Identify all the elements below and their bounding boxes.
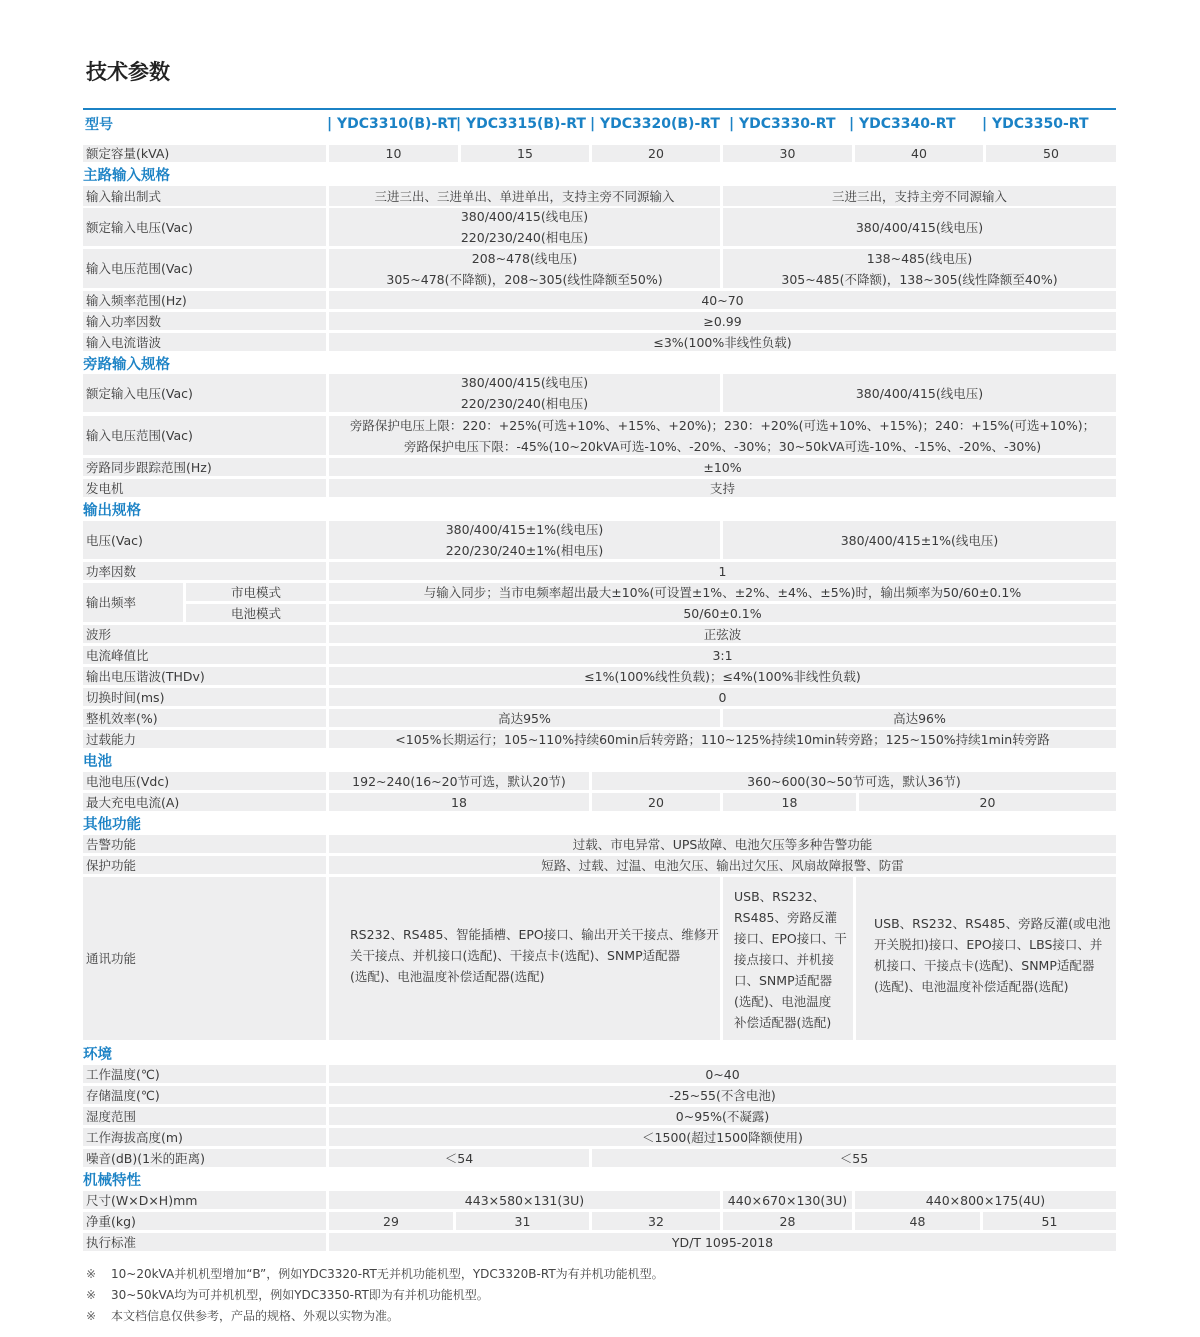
comm-text: 接点接口、并机接 <box>734 952 835 967</box>
footnotes <box>86 1264 664 1327</box>
sub-label <box>186 583 326 601</box>
value-cell <box>329 208 720 246</box>
row-label-text: 切换时间(ms) <box>86 689 165 705</box>
value-cell <box>329 835 1116 853</box>
value-text: 29 <box>383 1213 399 1229</box>
value-cell <box>329 772 589 790</box>
value-text: 三进三出，支持主旁不同源输入 <box>831 188 1007 204</box>
value-text: 50/60±0.1% <box>683 605 762 621</box>
row-label-text: 过载能力 <box>86 731 137 747</box>
value-text: ≤1%(100%线性负载)；≤4%(100%非线性负载) <box>584 668 861 684</box>
value-text: 0~40 <box>705 1066 740 1082</box>
row-label <box>83 333 326 351</box>
row-label-text: 输出频率 <box>86 595 137 610</box>
value-text: 443×580×131(3U) <box>464 1192 585 1208</box>
value-text: 138~485(线电压) <box>866 250 973 266</box>
model-column-header: | YDC3315(B)-RT <box>456 116 586 132</box>
row-label-text: 额定容量(kVA) <box>86 146 170 161</box>
value-cell <box>855 1191 1116 1209</box>
note-text: 10~20kVA并机机型增加“B”，例如YDC3320-RT无并机功能机型，YDC3320B-RT为有并机功能机型。 <box>111 1267 664 1281</box>
value-text: 40 <box>911 146 927 161</box>
value-cell <box>329 1191 720 1209</box>
note-mark: ※ <box>86 1267 97 1281</box>
value-cell <box>329 1065 1116 1083</box>
value-text: 208~478(线电压) <box>471 250 578 266</box>
row-label-text: 整机效率(%) <box>86 710 158 726</box>
value-text: ±10% <box>703 459 742 475</box>
value-cell <box>329 249 720 288</box>
comm-text: RS232、RS485、智能插槽、EPO接口、输出开关干接点、维修开 <box>350 927 719 942</box>
comm-text: (选配)、电池温度补偿适配器(选配) <box>350 969 545 984</box>
note-text: 30~50kVA均为可并机机型，例如YDC3350-RT即为有并机功能机型。 <box>111 1288 489 1302</box>
value-cell <box>329 374 720 412</box>
value-cell <box>329 667 1116 685</box>
comm-text: 关干接点、并机接口(选配)、干接点卡(选配)、SNMP适配器 <box>350 948 681 963</box>
value-text: 220/230/240(相电压) <box>460 230 589 245</box>
value-text: 三进三出、三进单出、单进单出，支持主旁不同源输入 <box>374 188 675 204</box>
row-label <box>83 625 326 643</box>
value-text: 380/400/415±1%(线电压) <box>840 532 999 548</box>
value-cell <box>456 1212 589 1230</box>
row-label-text: 净重(kg) <box>86 1213 136 1229</box>
row-label-text: 湿度范围 <box>86 1108 137 1124</box>
value-text: YD/T 1095-2018 <box>671 1234 774 1250</box>
row-label <box>83 730 326 748</box>
value-text: <105%长期运行；105~110%持续60min后转旁路；110~125%持续10min转旁路；125~150%持续1min转旁路 <box>395 731 1050 747</box>
section-title: 机械特性 <box>83 1173 141 1189</box>
row-label <box>83 1107 326 1125</box>
comm-text: (选配)、电池温度补偿适配器(选配) <box>874 979 1069 994</box>
model-column-header: | YDC3310(B)-RT <box>327 116 457 132</box>
value-cell <box>461 145 589 162</box>
comm-text: 补偿适配器(选配) <box>734 1015 832 1030</box>
value-cell <box>859 793 1116 811</box>
row-label-text: 保护功能 <box>86 857 137 873</box>
value-text: 20 <box>648 794 664 810</box>
row-label-text: 电压(Vac) <box>86 532 143 548</box>
row-label-text: 输入电压范围(Vac) <box>86 428 193 443</box>
row-label-text: 工作温度(℃) <box>86 1066 160 1082</box>
value-text: 旁路保护电压下限：-45%(10~20kVA可选-10%、-20%、-30%；30~50kVA可选-10%、-15%、-20%、-30%) <box>403 438 1042 454</box>
comm-cell <box>723 877 853 1040</box>
row-label-text: 告警功能 <box>86 836 137 852</box>
value-text: 18 <box>451 794 467 810</box>
model-column-header: | YDC3350-RT <box>982 116 1089 132</box>
row-label <box>83 667 326 685</box>
value-cell <box>329 856 1116 874</box>
value-cell <box>723 1191 852 1209</box>
page-title: 技术参数 <box>86 60 170 84</box>
value-text: 50 <box>1043 146 1059 161</box>
sub-label-text: 市电模式 <box>230 584 281 600</box>
value-text: 360~600(30~50节可选，默认36节) <box>747 773 961 789</box>
value-text: 380/400/415(线电压) <box>855 385 984 401</box>
comm-text: 接口、EPO接口、干 <box>734 931 847 946</box>
model-column-header: | YDC3320(B)-RT <box>590 116 720 132</box>
value-text: 1 <box>718 563 727 579</box>
row-label <box>83 646 326 664</box>
section-title: 输出规格 <box>83 503 141 519</box>
row-label-text: 通讯功能 <box>86 951 137 966</box>
value-cell <box>329 1086 1116 1104</box>
value-text: 48 <box>909 1213 926 1229</box>
value-text: 0 <box>718 689 727 705</box>
value-cell <box>723 1212 852 1230</box>
value-cell <box>329 709 720 727</box>
value-text: -25~55(不含电池) <box>669 1087 776 1103</box>
value-cell <box>592 145 720 162</box>
value-text: 220/230/240(相电压) <box>460 396 589 411</box>
comm-text: USB、RS232、RS485、旁路反灌(或电池 <box>874 916 1111 931</box>
value-text: 305~485(不降额)，138~305(线性降额至40%) <box>781 271 1058 287</box>
row-label-text: 尺寸(W×D×H)mm <box>86 1192 198 1208</box>
value-cell <box>592 1149 1116 1167</box>
value-text: 30 <box>779 146 796 161</box>
row-label <box>83 562 326 580</box>
value-cell <box>723 709 1116 727</box>
value-cell <box>592 772 1116 790</box>
value-text: 192~240(16~20节可选，默认20节) <box>352 773 566 789</box>
row-label-text: 波形 <box>86 626 112 642</box>
row-label-text: 最大充电电流(A) <box>86 794 180 810</box>
value-cell <box>329 521 720 559</box>
value-text: 旁路保护电压上限：220：+25%(可选+10%、+15%、+20%)；230：+20%(可选+10%、+15%)；240：+15%(可选+10%)； <box>349 417 1096 433</box>
row-label <box>83 312 326 330</box>
value-text: ＜54 <box>444 1150 474 1166</box>
row-label <box>83 208 326 246</box>
row-label-text: 存储温度(℃) <box>86 1087 160 1103</box>
value-cell <box>723 374 1116 412</box>
value-cell <box>329 625 1116 643</box>
comm-cell <box>856 877 1116 1040</box>
footnote <box>86 1264 664 1285</box>
row-label <box>83 835 326 853</box>
row-label <box>83 186 326 206</box>
row-label <box>83 856 326 874</box>
model-column-header: | YDC3340-RT <box>849 116 956 132</box>
value-cell <box>592 1212 720 1230</box>
value-cell <box>855 145 983 162</box>
row-label-text: 电流峰值比 <box>86 647 149 663</box>
comm-text: RS485、旁路反灌 <box>734 910 837 925</box>
value-text: 51 <box>1041 1213 1058 1229</box>
value-cell <box>723 249 1116 288</box>
section-title: 电池 <box>83 754 112 770</box>
value-text: 短路、过载、过温、电池欠压、输出过欠压、风扇故障报警、防雷 <box>541 857 904 873</box>
section-title: 主路输入规格 <box>83 168 170 184</box>
row-label-text: 功率因数 <box>86 563 137 579</box>
value-text: 220/230/240±1%(相电压) <box>445 543 604 558</box>
row-label-text: 输出电压谐波(THDv) <box>86 668 205 684</box>
value-text: ≤3%(100%非线性负载) <box>653 334 792 350</box>
row-label <box>83 1212 326 1230</box>
note-text: 本文档信息仅供参考，产品的规格、外观以实物为准。 <box>111 1309 400 1323</box>
value-cell <box>855 1212 980 1230</box>
value-text: 18 <box>781 794 798 810</box>
model-column-header: | YDC3330-RT <box>729 116 836 132</box>
value-text: 支持 <box>709 480 735 496</box>
row-label-text: 输入频率范围(Hz) <box>86 292 187 308</box>
row-label-text: 输入功率因数 <box>86 313 162 329</box>
row-label <box>83 1233 326 1251</box>
section-title: 旁路输入规格 <box>83 357 170 373</box>
value-text: 32 <box>648 1213 664 1229</box>
value-cell <box>329 1233 1116 1251</box>
comm-text: (选配)、电池温度 <box>734 994 832 1009</box>
row-label <box>83 291 326 309</box>
value-text: 28 <box>779 1213 796 1229</box>
value-text: 20 <box>979 794 996 810</box>
value-text: 高达95% <box>498 710 551 726</box>
row-label <box>83 458 326 476</box>
value-cell <box>983 1212 1116 1230</box>
value-cell <box>329 333 1116 351</box>
value-cell <box>329 1107 1116 1125</box>
row-label <box>83 688 326 706</box>
value-cell <box>329 688 1116 706</box>
row-label <box>83 479 326 497</box>
value-text: 高达96% <box>893 710 946 726</box>
value-text: 380/400/415±1%(线电压) <box>445 522 604 537</box>
sub-label-text: 电池模式 <box>230 605 281 621</box>
section-title: 环境 <box>83 1047 112 1063</box>
value-cell <box>329 604 1116 622</box>
value-text: ＜1500(超过1500降额使用) <box>642 1129 803 1145</box>
row-label-text: 输入输出制式 <box>86 188 162 204</box>
value-cell <box>329 793 589 811</box>
value-cell <box>329 1212 453 1230</box>
value-text: 10 <box>385 146 402 161</box>
comm-text: 开关脱扣)接口、EPO接口、LBS接口、并 <box>874 937 1103 952</box>
value-cell <box>329 458 1116 476</box>
value-cell <box>986 145 1116 162</box>
row-label <box>83 1128 326 1146</box>
row-label-text: 输入电压范围(Vac) <box>86 261 193 276</box>
sub-label <box>186 604 326 622</box>
value-text: 20 <box>648 146 664 161</box>
row-label <box>83 877 326 1040</box>
value-text: 380/400/415(线电压) <box>460 209 589 224</box>
value-text: ＜55 <box>839 1150 869 1166</box>
value-text: 0~95%(不凝露) <box>675 1108 770 1124</box>
value-cell <box>329 416 1116 455</box>
value-cell <box>329 1149 589 1167</box>
section-title: 其他功能 <box>83 817 141 833</box>
comm-text: 口、SNMP适配器 <box>734 973 833 988</box>
row-label-text: 执行标准 <box>86 1234 137 1250</box>
value-cell <box>723 793 856 811</box>
row-label-text: 额定输入电压(Vac) <box>86 385 193 401</box>
row-label-text: 额定输入电压(Vac) <box>86 219 193 235</box>
row-label <box>83 1191 326 1209</box>
row-label-text: 发电机 <box>86 480 124 496</box>
row-label <box>83 583 183 622</box>
value-cell <box>329 291 1116 309</box>
value-text: 380/400/415(线电压) <box>855 219 984 235</box>
value-cell <box>723 521 1116 559</box>
value-cell <box>329 1128 1116 1146</box>
comm-cell <box>329 877 720 1040</box>
value-cell <box>329 479 1116 497</box>
row-label <box>83 521 326 559</box>
row-label <box>83 374 326 412</box>
spec-table <box>83 108 1116 1252</box>
value-cell <box>329 312 1116 330</box>
value-text: 440×670×130(3U) <box>727 1192 848 1208</box>
row-label <box>83 709 326 727</box>
value-text: 440×800×175(4U) <box>925 1192 1046 1208</box>
value-cell <box>723 186 1116 206</box>
value-text: ≥0.99 <box>703 313 742 329</box>
value-text: 正弦波 <box>703 626 742 642</box>
comm-text: USB、RS232、 <box>734 889 826 904</box>
value-text: 305~478(不降额)，208~305(线性降额至50%) <box>386 271 663 287</box>
value-cell <box>329 583 1116 601</box>
row-label <box>83 1149 326 1167</box>
value-text: 过载、市电异常、UPS故障、电池欠压等多种告警功能 <box>572 836 873 852</box>
value-text: 31 <box>514 1213 531 1229</box>
value-cell <box>723 145 852 162</box>
row-label-text: 工作海拔高度(m) <box>86 1129 183 1145</box>
value-text: 15 <box>517 146 533 161</box>
value-cell <box>592 793 720 811</box>
row-label <box>83 793 326 811</box>
row-label <box>83 772 326 790</box>
value-cell <box>329 145 458 162</box>
row-label <box>83 249 326 288</box>
value-cell <box>329 730 1116 748</box>
value-cell <box>723 208 1116 246</box>
value-cell <box>329 646 1116 664</box>
model-header-label: 型号 <box>85 117 113 133</box>
row-label-text: 旁路同步跟踪范围(Hz) <box>86 459 212 475</box>
note-mark: ※ <box>86 1288 97 1302</box>
row-label-text: 电池电压(Vdc) <box>86 773 170 789</box>
row-label <box>83 1086 326 1104</box>
value-text: 380/400/415(线电压) <box>460 375 589 390</box>
row-label-text: 输入电流谐波 <box>86 334 162 350</box>
value-text: 40~70 <box>701 292 744 308</box>
comm-text: 机接口、干接点卡(选配)、SNMP适配器 <box>874 958 1095 973</box>
row-label <box>83 1065 326 1083</box>
row-label-text: 噪音(dB)(1米的距离) <box>86 1150 205 1166</box>
value-cell <box>329 186 720 206</box>
row-label <box>83 145 326 162</box>
value-text: 与输入同步；当市电频率超出最大±10%(可设置±1%、±2%、±4%、±5%)时，输出频率为50/60±0.1% <box>423 584 1022 600</box>
footnote <box>86 1285 664 1306</box>
note-mark: ※ <box>86 1309 97 1323</box>
footnote <box>86 1306 664 1327</box>
value-cell <box>329 562 1116 580</box>
row-label <box>83 416 326 455</box>
value-text: 3:1 <box>712 647 733 663</box>
